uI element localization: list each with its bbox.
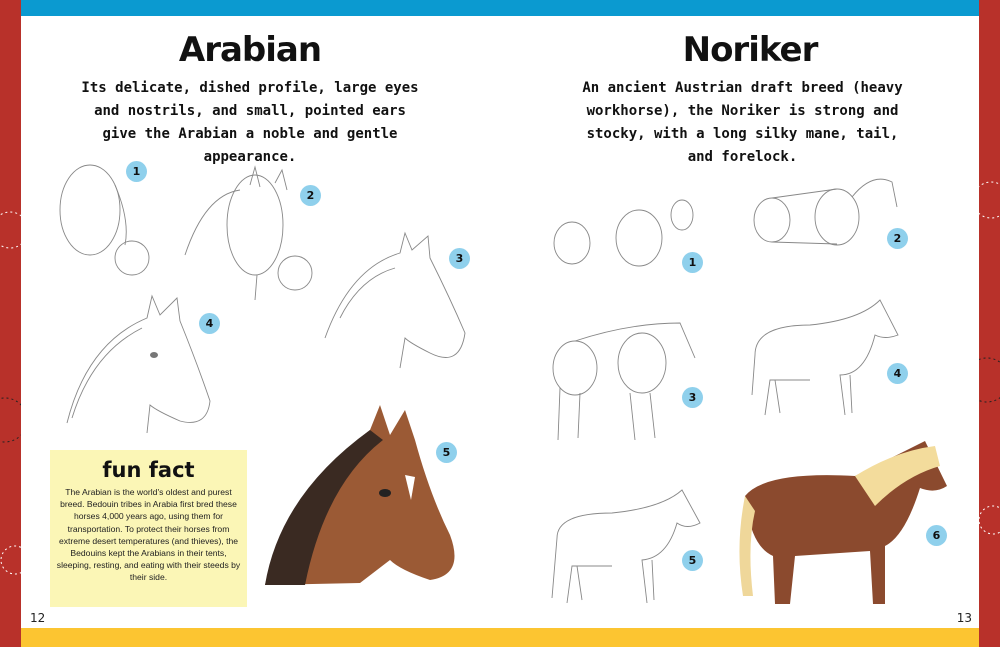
arabian-title: Arabian — [178, 30, 322, 70]
step-badge-3: 3 — [449, 248, 470, 269]
step-badge-1: 1 — [126, 161, 147, 182]
step-badge-4: 4 — [887, 363, 908, 384]
step-badge-3: 3 — [682, 387, 703, 408]
noriker-step1-sketch — [552, 198, 697, 273]
noriker-description: An ancient Austrian draft breed (heavy workhorse), the Noriker is strong and stocky, with a long silky mane, tail, and forelock. — [582, 80, 903, 165]
arabian-step3-sketch — [320, 228, 470, 368]
page-number-left: 12 — [30, 611, 46, 625]
fun-fact-box — [50, 450, 247, 607]
noriker-step6-painting — [735, 436, 950, 606]
step-badge-5: 5 — [436, 442, 457, 463]
arabian-step4-sketch — [62, 293, 217, 433]
bandana-border-right — [979, 0, 1000, 647]
fun-fact-heading: fun fact — [102, 458, 195, 482]
arabian-description: Its delicate, dished profile, large eyes and nostrils, and small, pointed ears give the Arabian a noble and gentle appearance. — [81, 80, 419, 165]
fun-fact-text: The Arabian is the world's oldest and purest breed. Bedouin tribes in Arabia first bred these horses 4,000 years ago, using them for transportation. To protect their horses from extreme desert temperatures (and thieves), the Bedouins kept the Arabians in their tents, sleeping, resting, and eating with their steeds by their side. — [56, 487, 241, 583]
noriker-step2-sketch — [752, 172, 902, 247]
top-color-bar — [21, 0, 979, 16]
step-badge-2: 2 — [887, 228, 908, 249]
step-badge-2: 2 — [300, 185, 321, 206]
step-badge-1: 1 — [682, 252, 703, 273]
step-badge-5: 5 — [682, 550, 703, 571]
page-number-right: 13 — [956, 611, 972, 625]
noriker-step4-sketch — [750, 295, 905, 420]
noriker-title: Noriker — [682, 30, 818, 70]
arabian-step2-sketch — [185, 165, 320, 305]
step-badge-6: 6 — [926, 525, 947, 546]
noriker-step5-sketch — [552, 488, 707, 608]
step-badge-4: 4 — [199, 313, 220, 334]
bottom-color-bar — [21, 628, 979, 647]
noriker-step3-sketch — [550, 318, 705, 443]
bandana-border-left — [0, 0, 21, 647]
arabian-step5-painting — [265, 405, 460, 590]
